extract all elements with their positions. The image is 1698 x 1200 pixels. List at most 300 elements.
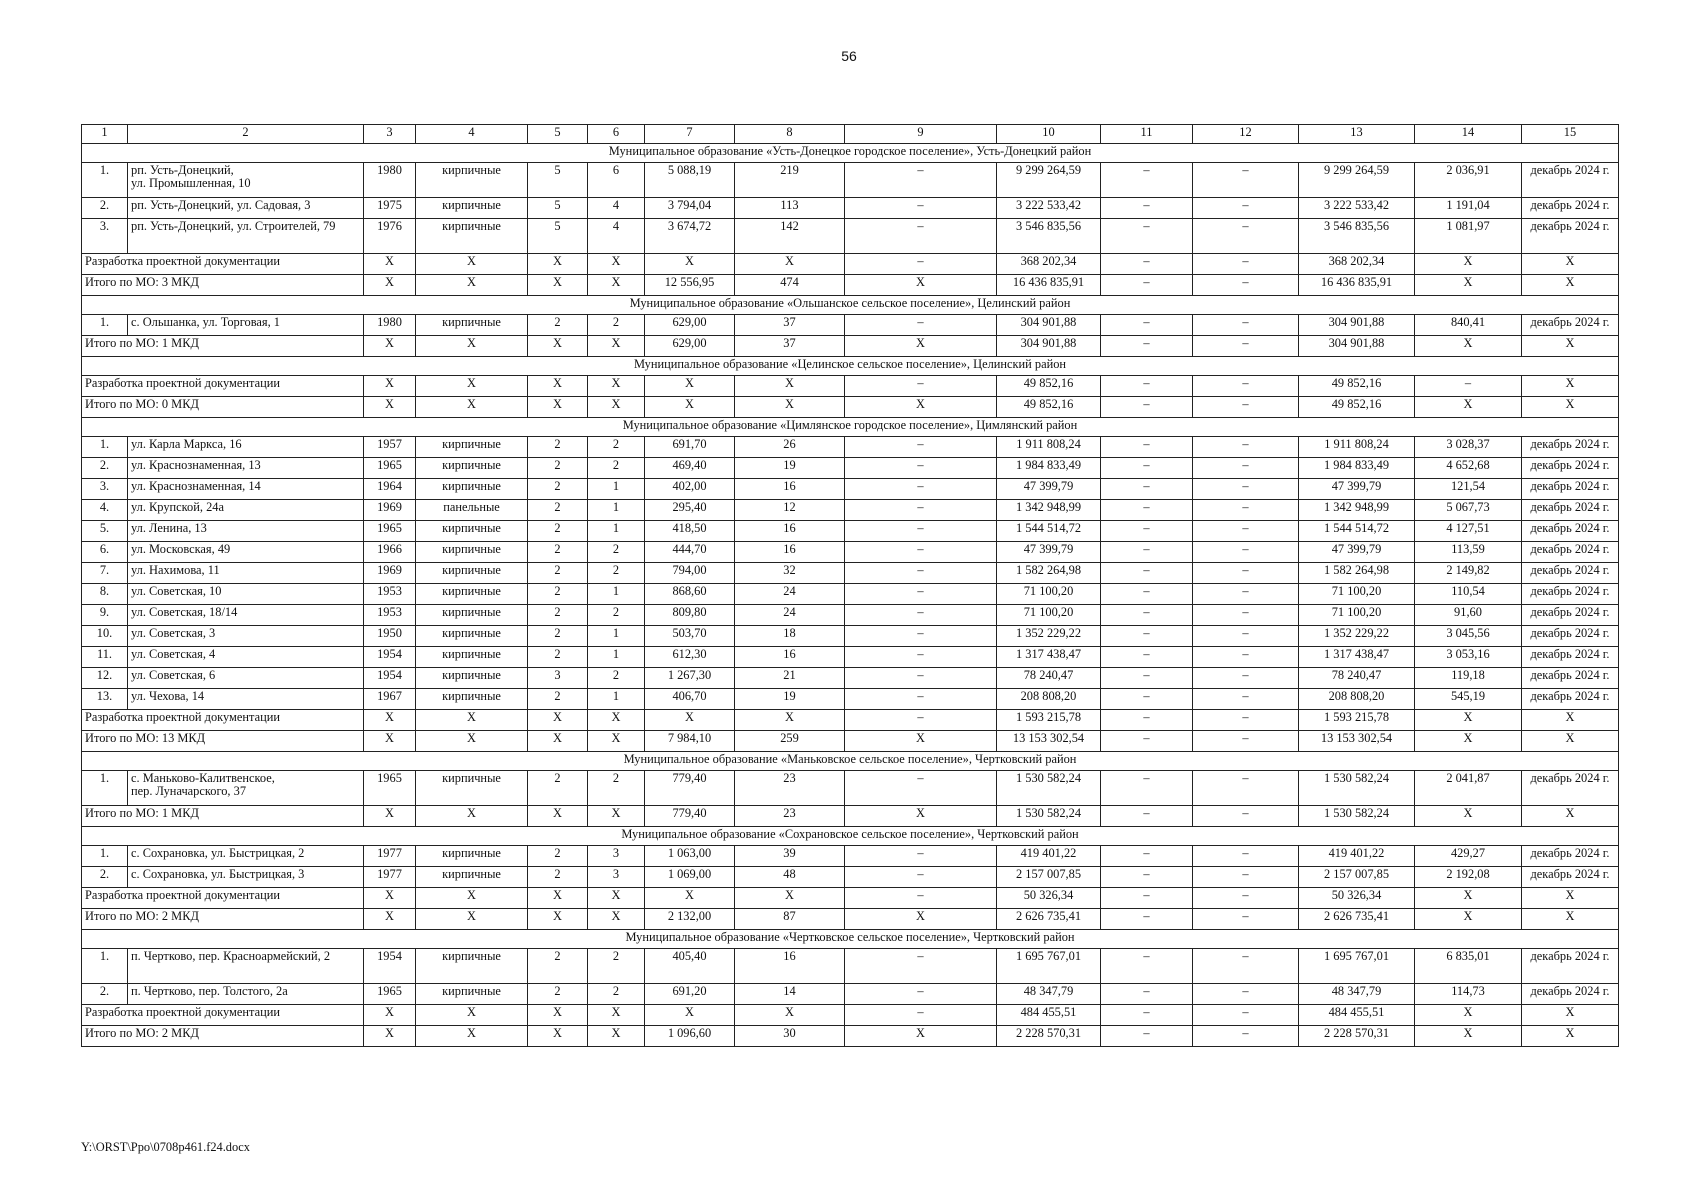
table-cell: 1 267,30 [645,668,735,689]
table-cell: 2 [528,605,588,626]
table-cell: 2 149,82 [1415,563,1522,584]
page-number: 56 [841,48,857,64]
table-cell: 24 [735,605,845,626]
row-number-cell: 2. [82,984,128,1005]
table-cell: 1980 [364,163,416,198]
table-cell: 2 192,08 [1415,867,1522,888]
table-cell: – [845,605,997,626]
summary-cell: – [1193,1026,1299,1047]
table-cell: 1 [588,521,645,542]
table-cell: 1969 [364,563,416,584]
table-cell: 47 399,79 [997,479,1101,500]
table-cell: 3 045,56 [1415,626,1522,647]
table-cell: 19 [735,458,845,479]
column-header: 7 [645,125,735,144]
table-cell: 809,80 [645,605,735,626]
table-cell: – [845,626,997,647]
table-cell: – [1101,458,1193,479]
table-cell: 5 [528,198,588,219]
table-cell: 1953 [364,584,416,605]
column-header: 2 [128,125,364,144]
summary-cell: – [1193,275,1299,296]
table-cell: 1957 [364,437,416,458]
table-cell: 1969 [364,500,416,521]
table-cell: – [845,771,997,806]
summary-cell: – [1101,254,1193,275]
table-cell: кирпичные [416,867,528,888]
summary-cell: X [1522,275,1619,296]
table-row [82,984,1619,1005]
row-number-cell: 8. [82,584,128,605]
table-row [82,542,1619,563]
summary-cell: X [735,397,845,418]
table-cell: 1 069,00 [645,867,735,888]
summary-cell: X [528,376,588,397]
summary-cell: X [1415,806,1522,827]
summary-cell: – [1193,731,1299,752]
table-cell: 1 530 582,24 [1299,771,1415,806]
table-cell: 419 401,22 [1299,846,1415,867]
table-cell: – [845,542,997,563]
summary-cell: X [735,254,845,275]
table-cell: 419 401,22 [997,846,1101,867]
summary-cell: 23 [735,806,845,827]
table-cell: – [1101,563,1193,584]
summary-label: Итого по МО: 1 МКД [82,806,364,827]
table-cell: – [1193,198,1299,219]
municipality-title: Муниципальное образование «Ольшанское сельское поселение», Целинский район [82,296,1619,315]
table-cell: декабрь 2024 г. [1522,219,1619,254]
summary-cell: – [1193,909,1299,930]
table-cell: 1953 [364,605,416,626]
table-cell: – [1101,163,1193,198]
table-cell: 304 901,88 [997,315,1101,336]
summary-cell: X [364,1026,416,1047]
summary-cell: 49 852,16 [997,376,1101,397]
table-cell: – [1101,542,1193,563]
summary-row [82,336,1619,357]
table-row [82,626,1619,647]
summary-cell: 779,40 [645,806,735,827]
table-cell: 208 808,20 [997,689,1101,710]
summary-cell: 49 852,16 [1299,376,1415,397]
table-cell: 16 [735,479,845,500]
table-cell: 4 127,51 [1415,521,1522,542]
column-header: 4 [416,125,528,144]
table-cell: 48 347,79 [1299,984,1415,1005]
address-cell: ул. Краснознаменная, 13 [128,458,364,479]
table-cell: 1977 [364,846,416,867]
summary-cell: X [416,1005,528,1026]
table-cell: 1 [588,689,645,710]
summary-cell: – [1101,806,1193,827]
summary-cell: X [735,1005,845,1026]
summary-cell: 87 [735,909,845,930]
address-cell: ул. Карла Маркса, 16 [128,437,364,458]
table-cell: 691,70 [645,437,735,458]
table-cell: декабрь 2024 г. [1522,584,1619,605]
address-cell: п. Чертково, пер. Толстого, 2а [128,984,364,1005]
table-cell: 37 [735,315,845,336]
table-cell: кирпичные [416,771,528,806]
table-cell: 142 [735,219,845,254]
table-cell: 1975 [364,198,416,219]
summary-cell: X [1522,376,1619,397]
summary-cell: 1 593 215,78 [1299,710,1415,731]
table-cell: 1 [588,584,645,605]
table-cell: – [845,437,997,458]
table-cell: 406,70 [645,689,735,710]
address-cell: ул. Краснознаменная, 14 [128,479,364,500]
table-cell: 78 240,47 [1299,668,1415,689]
table-cell: 2 [588,542,645,563]
table-cell: 794,00 [645,563,735,584]
row-number-cell: 5. [82,521,128,542]
table-row [82,867,1619,888]
table-cell: – [1101,846,1193,867]
table-cell: 2 [528,584,588,605]
table-cell: – [845,315,997,336]
summary-cell: 30 [735,1026,845,1047]
summary-label: Итого по МО: 1 МКД [82,336,364,357]
table-cell: – [845,458,997,479]
table-cell: 2 036,91 [1415,163,1522,198]
table-cell: 1 984 833,49 [997,458,1101,479]
table-cell: – [845,479,997,500]
summary-cell: X [588,806,645,827]
table-cell: – [1101,479,1193,500]
column-header: 9 [845,125,997,144]
table-cell: 1954 [364,668,416,689]
table-cell: декабрь 2024 г. [1522,626,1619,647]
table-row [82,315,1619,336]
row-number-cell: 9. [82,605,128,626]
table-cell: 2 157 007,85 [997,867,1101,888]
section-header-row [82,752,1619,771]
summary-cell: X [735,376,845,397]
table-cell: 2 [588,771,645,806]
summary-cell: X [1415,909,1522,930]
summary-cell: X [364,254,416,275]
summary-cell: X [1522,731,1619,752]
summary-cell: X [528,806,588,827]
summary-cell: X [1522,806,1619,827]
summary-cell: X [364,909,416,930]
summary-cell: – [845,1005,997,1026]
table-cell: 3 546 835,56 [1299,219,1415,254]
table-cell: – [845,984,997,1005]
table-cell: 1954 [364,949,416,984]
table-cell: 1 544 514,72 [1299,521,1415,542]
table-cell: 3 674,72 [645,219,735,254]
summary-cell: 2 132,00 [645,909,735,930]
section-header-row [82,144,1619,163]
table-cell: 3 028,37 [1415,437,1522,458]
summary-cell: – [1193,806,1299,827]
table-cell: – [1101,605,1193,626]
table-cell: – [1101,771,1193,806]
summary-row [82,806,1619,827]
summary-cell: X [735,710,845,731]
table-cell: – [1101,647,1193,668]
table-cell: 23 [735,771,845,806]
table-cell: 14 [735,984,845,1005]
address-cell: п. Чертково, пер. Красноармейский, 2 [128,949,364,984]
table-cell: 47 399,79 [1299,479,1415,500]
table-cell: 5 067,73 [1415,500,1522,521]
summary-cell: – [1193,710,1299,731]
summary-cell: X [845,731,997,752]
summary-cell: X [1522,909,1619,930]
table-cell: 9 299 264,59 [997,163,1101,198]
table-cell: – [1193,867,1299,888]
table-cell: кирпичные [416,219,528,254]
table-cell: 3 222 533,42 [1299,198,1415,219]
table-cell: декабрь 2024 г. [1522,689,1619,710]
table-cell: – [845,198,997,219]
section-header-row [82,357,1619,376]
summary-cell: – [845,710,997,731]
table-cell: – [845,584,997,605]
table-cell: 1 695 767,01 [997,949,1101,984]
table-cell: 2 [528,846,588,867]
summary-cell: X [416,397,528,418]
table-cell: – [1193,163,1299,198]
table-cell: 868,60 [645,584,735,605]
row-number-cell: 1. [82,437,128,458]
summary-cell: X [1415,275,1522,296]
summary-cell: X [645,1005,735,1026]
table-cell: – [1101,626,1193,647]
table-cell: 32 [735,563,845,584]
summary-cell: X [588,710,645,731]
summary-cell: X [416,275,528,296]
summary-label: Итого по МО: 3 МКД [82,275,364,296]
summary-cell: X [645,376,735,397]
table-cell: 469,40 [645,458,735,479]
table-row [82,500,1619,521]
table-cell: 2 [588,668,645,689]
address-cell: ул. Чехова, 14 [128,689,364,710]
table-cell: – [845,521,997,542]
table-cell: – [1193,500,1299,521]
summary-cell: X [416,710,528,731]
section-header-row [82,930,1619,949]
summary-cell: X [364,806,416,827]
table-row [82,219,1619,254]
table-cell: 121,54 [1415,479,1522,500]
table-cell: 2 [528,949,588,984]
municipality-title: Муниципальное образование «Чертковское сельское поселение», Чертковский район [82,930,1619,949]
row-number-cell: 7. [82,563,128,584]
column-header: 10 [997,125,1101,144]
table-cell: декабрь 2024 г. [1522,163,1619,198]
table-cell: декабрь 2024 г. [1522,521,1619,542]
table-cell: кирпичные [416,315,528,336]
municipality-title: Муниципальное образование «Маньковское сельское поселение», Чертковский район [82,752,1619,771]
table-cell: – [1101,219,1193,254]
address-cell: ул. Крупской, 24а [128,500,364,521]
table-row [82,668,1619,689]
table-cell: декабрь 2024 г. [1522,949,1619,984]
table-cell: 1 [588,647,645,668]
summary-cell: X [1522,336,1619,357]
summary-cell: 484 455,51 [997,1005,1101,1026]
table-cell: 1 081,97 [1415,219,1522,254]
table-cell: 48 347,79 [997,984,1101,1005]
summary-cell: X [364,275,416,296]
table-cell: 2 [588,458,645,479]
table-cell: кирпичные [416,542,528,563]
table-row [82,846,1619,867]
table-cell: декабрь 2024 г. [1522,771,1619,806]
table-cell: – [845,668,997,689]
summary-cell: X [645,888,735,909]
summary-label: Итого по МО: 0 МКД [82,397,364,418]
table-cell: 18 [735,626,845,647]
summary-cell: X [528,888,588,909]
column-header: 15 [1522,125,1619,144]
table-cell: 1976 [364,219,416,254]
table-cell: декабрь 2024 г. [1522,563,1619,584]
summary-cell: X [416,254,528,275]
summary-cell: – [1101,275,1193,296]
summary-cell: 37 [735,336,845,357]
table-cell: 1 317 438,47 [997,647,1101,668]
table-cell: 2 [588,563,645,584]
table-cell: 2 [588,437,645,458]
section-header-row [82,296,1619,315]
table-cell: 295,40 [645,500,735,521]
summary-row [82,909,1619,930]
section-header-row [82,827,1619,846]
summary-cell: X [1415,710,1522,731]
table-row [82,437,1619,458]
table-cell: 304 901,88 [1299,315,1415,336]
summary-row [82,888,1619,909]
table-cell: – [1101,500,1193,521]
summary-cell: 1 530 582,24 [1299,806,1415,827]
table-cell: кирпичные [416,626,528,647]
table-cell: 5 [528,219,588,254]
address-cell: ул. Московская, 49 [128,542,364,563]
table-cell: 545,19 [1415,689,1522,710]
summary-cell: X [845,275,997,296]
table-cell: – [845,563,997,584]
table-row [82,458,1619,479]
summary-label: Итого по МО: 2 МКД [82,909,364,930]
table-cell: – [1193,458,1299,479]
table-cell: 2 [528,984,588,1005]
summary-cell: 368 202,34 [997,254,1101,275]
municipality-title: Муниципальное образование «Усть-Донецкое городское поселение», Усть-Донецкий район [82,144,1619,163]
table-cell: 21 [735,668,845,689]
summary-cell: – [1101,710,1193,731]
summary-row [82,1026,1619,1047]
table-cell: 3 053,16 [1415,647,1522,668]
column-header: 11 [1101,125,1193,144]
summary-row [82,710,1619,731]
column-header: 5 [528,125,588,144]
section-header-row [82,418,1619,437]
table-cell: 71 100,20 [1299,605,1415,626]
table-cell: 1965 [364,984,416,1005]
table-cell: кирпичные [416,198,528,219]
table-cell: 5 [528,163,588,198]
table-cell: кирпичные [416,521,528,542]
table-cell: 1 582 264,98 [997,563,1101,584]
summary-cell: 259 [735,731,845,752]
table-cell: кирпичные [416,949,528,984]
table-cell: декабрь 2024 г. [1522,984,1619,1005]
summary-cell: X [528,1005,588,1026]
summary-cell: X [1415,888,1522,909]
summary-cell: X [1415,1005,1522,1026]
summary-cell: X [416,909,528,930]
row-number-cell: 1. [82,771,128,806]
row-number-cell: 2. [82,198,128,219]
table-cell: 1 582 264,98 [1299,563,1415,584]
summary-cell: X [364,336,416,357]
table-cell: 2 157 007,85 [1299,867,1415,888]
summary-cell: – [1101,1026,1193,1047]
table-cell: декабрь 2024 г. [1522,437,1619,458]
table-cell: – [1101,315,1193,336]
summary-cell: – [845,888,997,909]
table-cell: кирпичные [416,458,528,479]
table-cell: кирпичные [416,605,528,626]
summary-cell: 2 626 735,41 [997,909,1101,930]
summary-cell: X [364,397,416,418]
summary-cell: X [1522,397,1619,418]
summary-cell: X [1415,336,1522,357]
address-cell: с. Маньково-Калитвенское, пер. Луначарского, 37 [128,771,364,806]
table-cell: – [1193,647,1299,668]
table-cell: 26 [735,437,845,458]
summary-cell: X [645,710,735,731]
address-cell: ул. Советская, 3 [128,626,364,647]
table-cell: 2 [588,949,645,984]
column-number-row [82,125,1619,144]
summary-row [82,376,1619,397]
table-cell: 119,18 [1415,668,1522,689]
table-cell: 444,70 [645,542,735,563]
table-cell: 16 [735,521,845,542]
summary-cell: X [845,909,997,930]
table-cell: 5 088,19 [645,163,735,198]
table-cell: – [1193,949,1299,984]
summary-cell: X [416,336,528,357]
table-cell: – [1193,219,1299,254]
table-cell: 3 [588,846,645,867]
summary-cell: – [1101,1005,1193,1026]
table-cell: 2 [528,771,588,806]
summary-cell: – [1193,1005,1299,1026]
table-cell: 2 [528,542,588,563]
summary-cell: 1 096,60 [645,1026,735,1047]
table-cell: 2 [528,867,588,888]
table-body [82,125,1619,1047]
table-cell: 19 [735,689,845,710]
table-cell: – [1193,479,1299,500]
table-row [82,771,1619,806]
table-cell: 16 [735,542,845,563]
summary-cell: 16 436 835,91 [997,275,1101,296]
table-cell: кирпичные [416,647,528,668]
summary-cell: X [588,1026,645,1047]
row-number-cell: 1. [82,163,128,198]
summary-cell: 13 153 302,54 [1299,731,1415,752]
